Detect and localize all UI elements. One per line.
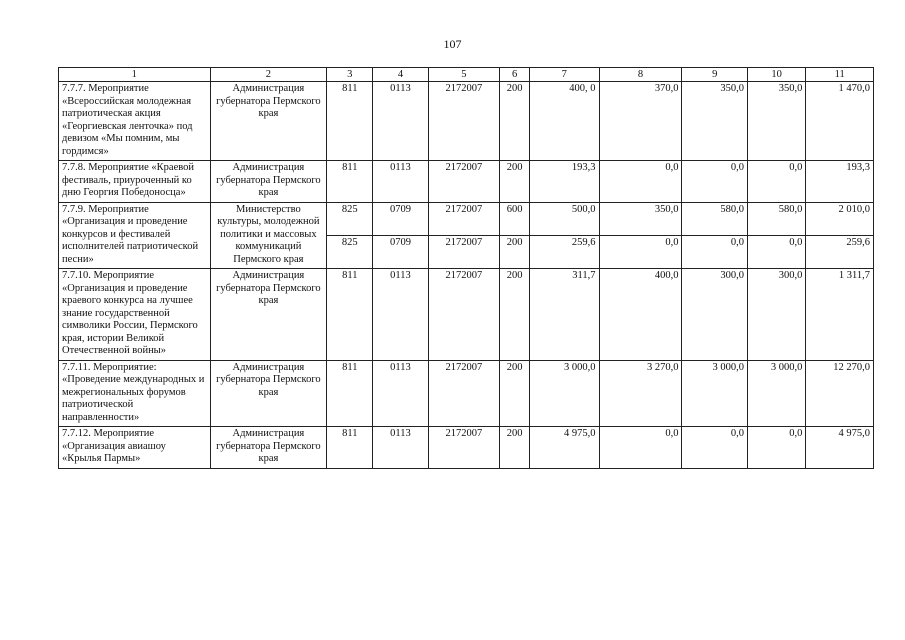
- value-cell: 200: [500, 235, 530, 268]
- value-cell: 0,0: [682, 427, 748, 469]
- header-cell: 4: [373, 68, 428, 82]
- value-cell: 200: [500, 161, 530, 203]
- value-cell: 350,0: [682, 82, 748, 161]
- header-cell: 10: [747, 68, 805, 82]
- value-cell: 580,0: [682, 202, 748, 235]
- value-cell: 0,0: [682, 235, 748, 268]
- value-cell: 811: [327, 427, 373, 469]
- value-cell: 12 270,0: [806, 360, 874, 427]
- value-cell: 1 470,0: [806, 82, 874, 161]
- value-cell: 0113: [373, 360, 428, 427]
- value-cell: 400,0: [599, 269, 682, 361]
- header-cell: 1: [59, 68, 211, 82]
- header-cell: 3: [327, 68, 373, 82]
- value-cell: 0,0: [599, 161, 682, 203]
- value-cell: 200: [500, 360, 530, 427]
- table-row: [59, 427, 874, 469]
- value-cell: 811: [327, 82, 373, 161]
- value-cell: 2172007: [428, 82, 500, 161]
- value-cell: 600: [500, 202, 530, 235]
- value-cell: 300,0: [747, 269, 805, 361]
- value-cell: 259,6: [806, 235, 874, 268]
- table-row: [59, 269, 874, 361]
- measure-name-cell: 7.7.11. Мероприятие: «Проведение международных и межрегиональных форумов патриотической направленности»: [59, 360, 211, 427]
- value-cell: 500,0: [529, 202, 599, 235]
- budget-table: [58, 67, 874, 469]
- value-cell: 200: [500, 427, 530, 469]
- value-cell: 0,0: [747, 235, 805, 268]
- value-cell: 193,3: [806, 161, 874, 203]
- value-cell: 0113: [373, 82, 428, 161]
- value-cell: 811: [327, 161, 373, 203]
- value-cell: 3 000,0: [747, 360, 805, 427]
- value-cell: 259,6: [529, 235, 599, 268]
- executor-cell: Администрация губернатора Пермского края: [210, 427, 327, 469]
- executor-cell: Министерство культуры, молодежной политики и массовых коммуникаций Пермского края: [210, 202, 327, 269]
- value-cell: 0113: [373, 269, 428, 361]
- value-cell: 811: [327, 360, 373, 427]
- value-cell: 4 975,0: [529, 427, 599, 469]
- executor-cell: Администрация губернатора Пермского края: [210, 161, 327, 203]
- value-cell: 193,3: [529, 161, 599, 203]
- value-cell: 370,0: [599, 82, 682, 161]
- value-cell: 2172007: [428, 235, 500, 268]
- value-cell: 2172007: [428, 161, 500, 203]
- value-cell: 3 000,0: [682, 360, 748, 427]
- table-row: [59, 82, 874, 161]
- value-cell: 0709: [373, 235, 428, 268]
- value-cell: 580,0: [747, 202, 805, 235]
- value-cell: 0113: [373, 161, 428, 203]
- value-cell: 2172007: [428, 269, 500, 361]
- value-cell: 811: [327, 269, 373, 361]
- header-cell: 11: [806, 68, 874, 82]
- value-cell: 2172007: [428, 202, 500, 235]
- value-cell: 0,0: [747, 161, 805, 203]
- measure-name-cell: 7.7.9. Мероприятие «Организация и проведение конкурсов и фестивалей исполнителей патриотической песни»: [59, 202, 211, 269]
- header-cell: 2: [210, 68, 327, 82]
- header-cell: 7: [529, 68, 599, 82]
- value-cell: 0,0: [682, 161, 748, 203]
- value-cell: 0,0: [599, 427, 682, 469]
- value-cell: 825: [327, 202, 373, 235]
- table-row: [59, 161, 874, 203]
- value-cell: 825: [327, 235, 373, 268]
- value-cell: 0,0: [599, 235, 682, 268]
- value-cell: 350,0: [599, 202, 682, 235]
- value-cell: 2172007: [428, 360, 500, 427]
- value-cell: 0,0: [747, 427, 805, 469]
- value-cell: 400, 0: [529, 82, 599, 161]
- header-row: [59, 68, 874, 82]
- header-cell: 6: [500, 68, 530, 82]
- value-cell: 2 010,0: [806, 202, 874, 235]
- value-cell: 200: [500, 269, 530, 361]
- measure-name-cell: 7.7.12. Мероприятие «Организация авиашоу «Крылья Пармы»: [59, 427, 211, 469]
- value-cell: 2172007: [428, 427, 500, 469]
- value-cell: 1 311,7: [806, 269, 874, 361]
- header-cell: 8: [599, 68, 682, 82]
- value-cell: 4 975,0: [806, 427, 874, 469]
- value-cell: 300,0: [682, 269, 748, 361]
- table-row: [59, 360, 874, 427]
- measure-name-cell: 7.7.10. Мероприятие «Организация и проведение краевого конкурса на лучшее знание государственной символики России, Пермского края, истории Великой Отечественной войны»: [59, 269, 211, 361]
- header-cell: 5: [428, 68, 500, 82]
- executor-cell: Администрация губернатора Пермского края: [210, 360, 327, 427]
- value-cell: 0113: [373, 427, 428, 469]
- executor-cell: Администрация губернатора Пермского края: [210, 82, 327, 161]
- header-cell: 9: [682, 68, 748, 82]
- measure-name-cell: 7.7.8. Мероприятие «Краевой фестиваль, приуроченный ко дню Георгия Победоносца»: [59, 161, 211, 203]
- measure-name-cell: 7.7.7. Мероприятие «Всероссийская молодежная патриотическая акция «Георгиевская ленточка» под девизом «Мы помним, мы гордимся»: [59, 82, 211, 161]
- value-cell: 200: [500, 82, 530, 161]
- table-row: [59, 202, 874, 235]
- value-cell: 0709: [373, 202, 428, 235]
- executor-cell: Администрация губернатора Пермского края: [210, 269, 327, 361]
- page-number: 107: [443, 37, 462, 51]
- value-cell: 311,7: [529, 269, 599, 361]
- value-cell: 350,0: [747, 82, 805, 161]
- value-cell: 3 000,0: [529, 360, 599, 427]
- value-cell: 3 270,0: [599, 360, 682, 427]
